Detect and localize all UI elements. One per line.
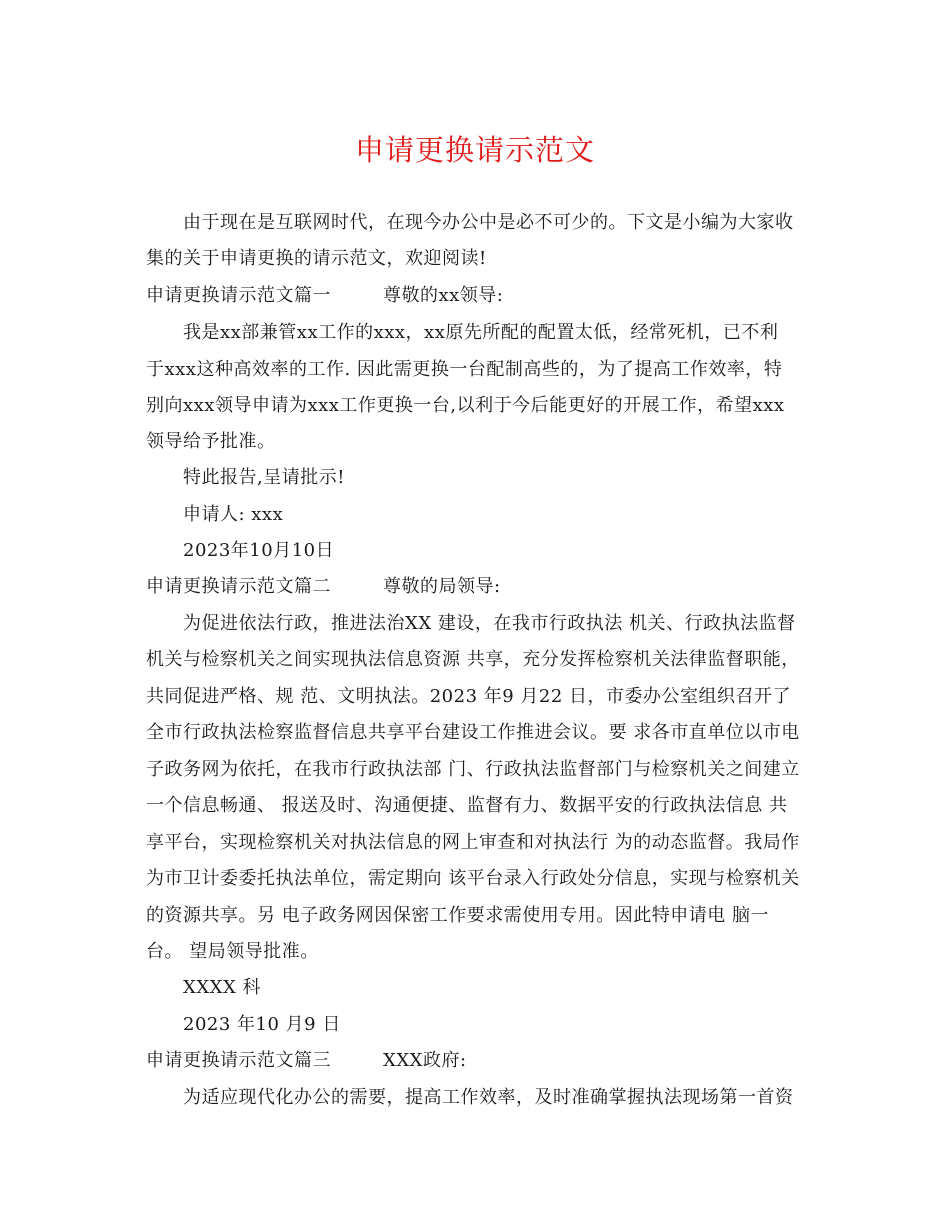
body-line: 由于现在是互联网时代，在现今办公中是必不可少的。下文是小编为大家收 — [183, 212, 794, 233]
body-line: 为促进依法行政，推进法治XX 建设，在我市行政执法 机关、行政执法监督 — [183, 613, 796, 634]
section-heading — [146, 283, 816, 309]
body-line: 全市行政执法检察监督信息共享平台建设工作推进会议。要 求各市直单位以市电 — [146, 722, 800, 743]
body-line: 集的关于申请更换的请示范文，欢迎阅读! — [146, 248, 487, 269]
body-line: 的资源共享。另 电子政务网因保密工作要求需使用专用。因此特申请电 脑一 — [146, 905, 769, 926]
body-line: 为市卫计委委托执法单位，需定期向 该平台录入行政处分信息，实现与检察机关 — [146, 868, 800, 889]
body-line: 共同促进严格、规 范、文明执法。2023 年9 月22 日，市委办公室组织召开了 — [146, 686, 792, 707]
section-title: 申请更换请示范文篇三 — [146, 1050, 331, 1071]
body-line: 我是xx部兼管xx工作的xxx，xx原先所配的配置太低，经常死机，已不利 — [183, 322, 779, 343]
applicant-line: 申请人: xxx — [183, 504, 284, 525]
body-line: 机关与检察机关之间实现执法信息资源 共享，充分发挥检察机关法律监督职能， — [146, 649, 800, 670]
body-line: 别向xxx领导申请为xxx工作更换一台,以利于今后能更好的开展工作，希望xxx — [146, 395, 785, 416]
date-line: 2023年10月10日 — [183, 540, 335, 561]
date-line: 2023 年10 月9 日 — [183, 1014, 341, 1035]
body-line: 享平台，实现检察机关对执法信息的网上审查和对执法行 为的动态监督。我局作 — [146, 832, 800, 853]
salutation: 尊敬的xx领导: — [383, 285, 504, 306]
salutation: XXX政府: — [383, 1050, 467, 1071]
body-line: 领导给予批准。 — [146, 431, 276, 452]
body-line: 为适应现代化办公的需要，提高工作效率，及时准确掌握执法现场第一首资 — [183, 1087, 794, 1108]
section-heading — [146, 574, 816, 600]
document-title: 申请更换请示范文 — [354, 133, 595, 167]
section-heading — [146, 1048, 816, 1074]
section-title: 申请更换请示范文篇二 — [146, 576, 331, 597]
body-line: 于xxx这种高效率的工作. 因此需更换一台配制高些的，为了提高工作效率，特 — [146, 359, 783, 380]
department-line: XXXX 科 — [183, 977, 261, 998]
salutation: 尊敬的局领导: — [383, 576, 501, 597]
body-line: 特此报告,呈请批示! — [183, 467, 345, 488]
section-title: 申请更换请示范文篇一 — [146, 285, 331, 306]
body-line: 子政务网为依托，在我市行政执法部 门、行政执法监督部门与检察机关之间建立 — [146, 759, 800, 780]
body-line: 一个信息畅通、 报送及时、沟通便捷、监督有力、数据平安的行政执法信息 共 — [146, 795, 788, 816]
body-line: 台。 望局领导批准。 — [146, 941, 319, 962]
